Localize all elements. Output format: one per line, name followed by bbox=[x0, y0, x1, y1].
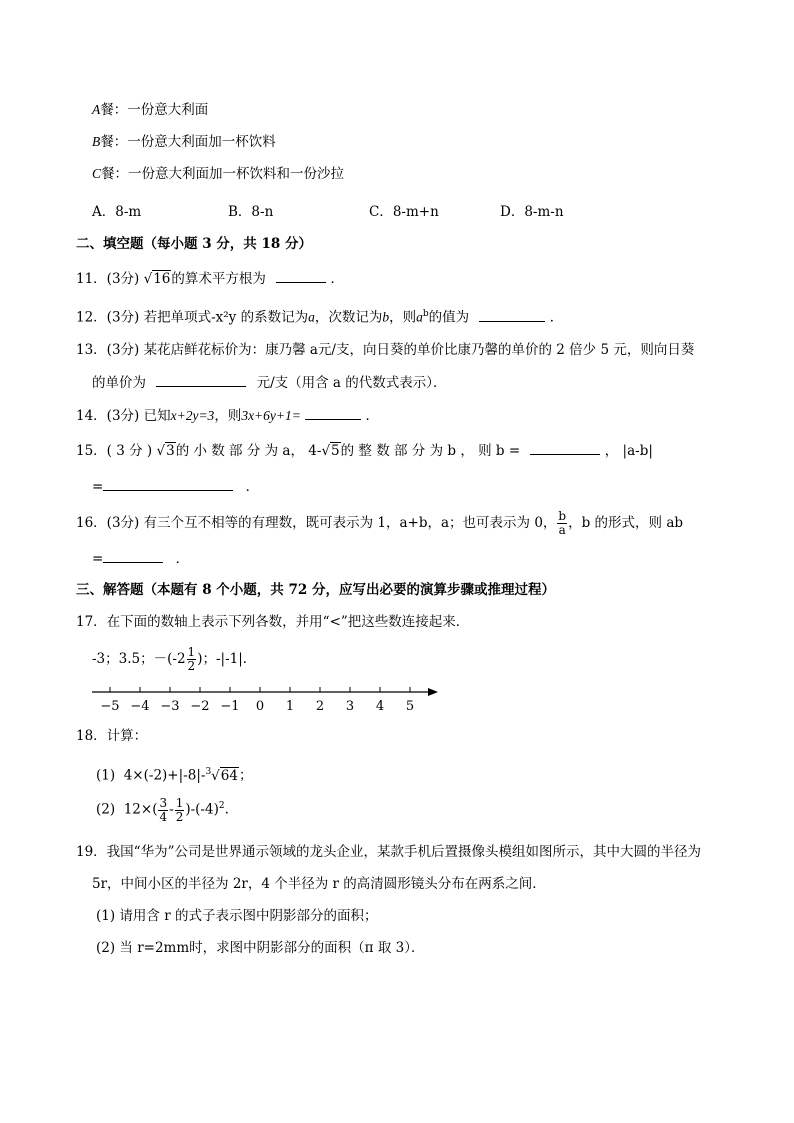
option-b-line: B餐：一份意大利面加一杯饮料 bbox=[92, 134, 276, 150]
question-12: 12．(3分) 若把单项式-x²y 的系数记为a，次数记为b，则$a^b$的值为 ． bbox=[76, 304, 563, 328]
choice-b: B．8-n bbox=[228, 204, 274, 220]
question-18: 18．计算： bbox=[76, 728, 148, 744]
number-line bbox=[90, 676, 450, 716]
choice-d: D．8-m-n bbox=[500, 204, 564, 220]
question-19-part2: (2) 当 r=2mm时，求图中阴影部分的面积（π 取 3）． bbox=[96, 940, 425, 956]
number-line-label: −3 bbox=[160, 699, 180, 714]
section-heading-solve: 三、解答题（本题有 8 个小题，共 72 分，应写出必要的演算步骤或推理过程） bbox=[76, 582, 555, 598]
question-15-line2: = ． bbox=[92, 476, 259, 497]
number-line-label: 0 bbox=[255, 699, 265, 714]
question-14: 14．(3分) 已知x+2y=3，则3x+6y+1= ． bbox=[76, 405, 379, 426]
question-11: 11．(3分) √16的算术平方根为 ． bbox=[76, 268, 344, 289]
number-line-arrow bbox=[428, 688, 438, 696]
number-line-label: −2 bbox=[190, 699, 210, 714]
section-heading-fill: 二、填空题（每小题 3 分，共 18 分） bbox=[76, 236, 312, 252]
option-c-line: C餐：一份意大利面加一杯饮料和一份沙拉 bbox=[92, 166, 345, 182]
choice-c: C．8-m+n bbox=[369, 204, 439, 220]
number-line-label: 3 bbox=[345, 699, 355, 714]
number-line-label: −5 bbox=[100, 699, 120, 714]
choice-a: A．8-m bbox=[92, 204, 142, 220]
question-18-part2: (2) 12×( $\frac{3}{4}$ - $\frac{1}{2}$ )$-(-4)^2$. bbox=[96, 795, 229, 824]
number-line-label: 1 bbox=[285, 699, 295, 714]
option-a-line: A餐：一份意大利面 bbox=[92, 102, 209, 118]
question-13-line2: 的单价为 元/支（用含 a 的代数式表示）． bbox=[92, 372, 447, 393]
question-19-line1: 19．我国“华为”公司是世界通示领域的龙头企业，某款手机后置摄像头模组如图所示，其中大圆的半径为 bbox=[76, 844, 701, 860]
number-line-label: −1 bbox=[220, 699, 240, 714]
question-16-line1: 16．(3分) 有三个互不相等的有理数，既可表示为 1，a+b，a；也可表示为 0， $\frac{b}{a}$ ，b 的形式，则 ab bbox=[76, 509, 684, 537]
number-line-label: 4 bbox=[375, 699, 385, 714]
question-17: 17．在下面的数轴上表示下列各数，并用“<”把这些数连接起来． bbox=[76, 614, 470, 630]
question-19-part1: (1) 请用含 r 的式子表示图中阴影部分的面积； bbox=[96, 908, 378, 924]
question-16-line2: = ． bbox=[92, 548, 189, 569]
question-17-numbers: -3；3.5；－(-2 $\frac{1}{2}$ )；-|-1|． bbox=[92, 645, 257, 673]
number-line-label: 5 bbox=[405, 699, 415, 714]
question-19-line2: 5r，中间小区的半径为 2r，4 个半径为 r 的高清圆形镜头分布在两系之间． bbox=[92, 876, 546, 892]
number-line-label: −4 bbox=[130, 699, 150, 714]
question-18-part1: (1) 4×(-2)+|-8|-$^3$√64； bbox=[96, 767, 253, 784]
number-line-label: 2 bbox=[315, 699, 325, 714]
question-15-line1: 15．( 3 分 ) √3的 小 数 部 分 为 a， 4-√5的 整 数 部 分 为 b ， 则 b = ， |a-b| bbox=[76, 440, 653, 461]
question-13-line1: 13．(3分) 某花店鲜花标价为：康乃馨 a元/支，向日葵的单价比康乃馨的单价的 2 倍少 5 元，则向日葵 bbox=[76, 342, 695, 358]
